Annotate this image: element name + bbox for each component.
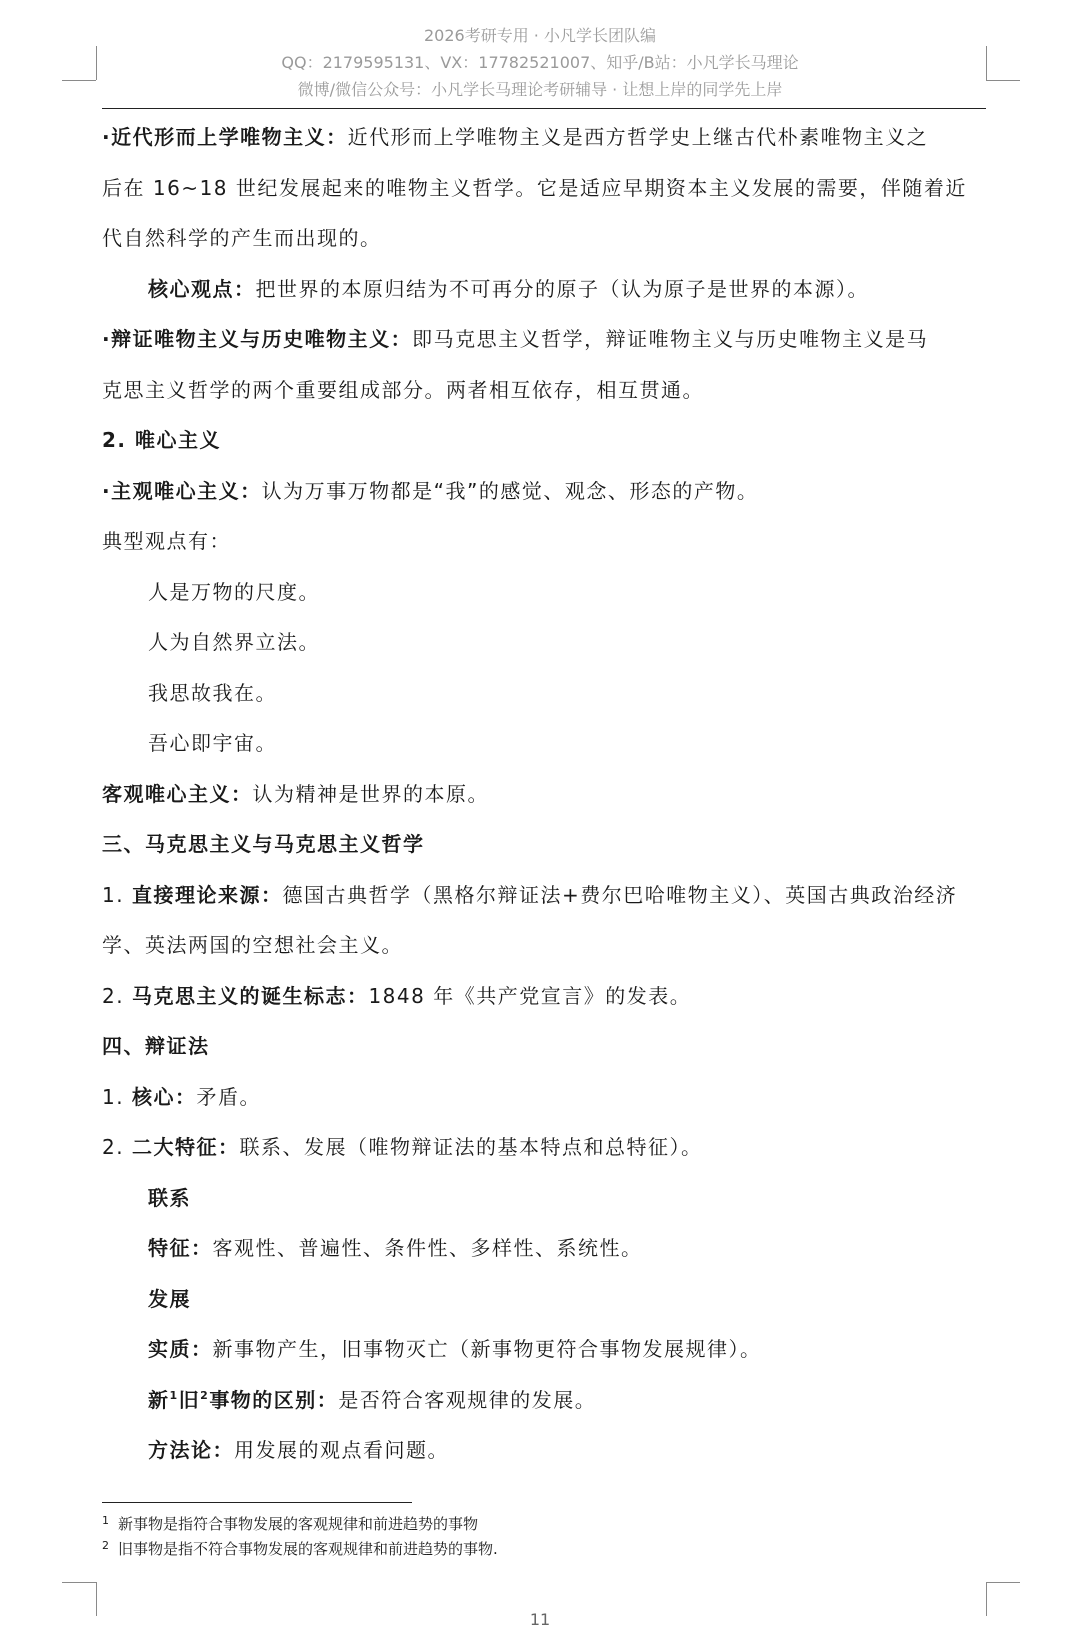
footnote-ref-1[interactable]: 1 [169,1388,179,1402]
paragraph-theory-sources-line1: 1. 直接理论来源：德国古典哲学（黑格尔辩证法+费尔巴哈唯物主义）、英国古典政治经济 [102,882,958,907]
term-modern-materialism: ·近代形而上学唯物主义： [102,125,348,149]
paragraph-core: 1. 核心：矛盾。 [102,1084,261,1109]
footnotes [102,1510,982,1560]
term-core-view: 核心观点： [148,276,256,301]
term-new-old-difference: 新$^1$旧$^2$事物的区别： [148,1387,339,1412]
term-core: 核心： [131,1084,197,1109]
typical-view-item: 我思故我在。 [148,680,277,705]
term-birth-mark: 马克思主义的诞生标志： [131,983,369,1008]
document-body [102,112,986,1476]
term-two-features: 二大特征： [131,1135,240,1159]
footnote-item: 1 新事物是指符合事物发展的客观规律和前进趋势的事物 [102,1514,479,1533]
paragraph-two-features: 2. 二大特征：联系、发展（唯物辩证法的基本特点和总特征）。 [102,1135,703,1159]
term-objective-idealism: 客观唯心主义： [102,781,253,806]
paragraph-subjective-idealism: ·主观唯心主义：认为万事万物都是“我”的感觉、观念、形态的产物。 [102,478,759,503]
paragraph-methodology: 方法论：用发展的观点看问题。 [148,1438,449,1462]
paragraph-theory-sources-line2: 学、英法两国的空想社会主义。 [102,933,403,957]
paragraph-objective-idealism: 客观唯心主义：认为精神是世界的本原。 [102,781,489,806]
term-dialectical-materialism: ·辩证唯物主义与历史唯物主义： [102,327,413,351]
term-features: 特征： [148,1236,213,1260]
page-header [0,22,1080,103]
crop-mark-bottom-right-h [986,1582,1020,1583]
typical-view-item: 人为自然界立法。 [148,630,320,654]
heading-idealism: 2. 唯心主义 [102,428,221,452]
section-heading-marxism: 三、马克思主义与马克思主义哲学 [102,832,425,856]
paragraph-essence: 实质：新事物产生，旧事物灭亡（新事物更符合事物发展规律）。 [148,1337,762,1361]
paragraph-dialectical-materialism-line1: ·辩证唯物主义与历史唯物主义：即马克思主义哲学，辩证唯物主义与历史唯物主义是马 [102,327,929,351]
header-line-3: 微博/微信公众号：小凡学长马理论考研辅导 · 让想上岸的同学先上岸 [297,80,783,99]
term-essence: 实质： [148,1337,213,1361]
term-theory-sources: 直接理论来源： [131,882,283,907]
footnote-item: 2 旧事物是指不符合事物发展的客观规律和前进趋势的事物. [102,1539,498,1558]
paragraph-new-old-difference: 新$^1$旧$^2$事物的区别：是否符合客观规律的发展。 [148,1387,597,1412]
footnote-divider [102,1502,412,1503]
paragraph-modern-materialism-line2: 后在 16~18 世纪发展起来的唯物主义哲学。它是适应早期资本主义发展的需要，伴随着近 [102,175,967,200]
term-methodology: 方法论： [148,1438,234,1462]
paragraph-birth-mark: 2. 马克思主义的诞生标志：1848 年《共产党宣言》的发表。 [102,983,692,1008]
section-heading-dialectics: 四、辩证法 [102,1034,210,1058]
term-subjective-idealism: ·主观唯心主义： [102,478,262,503]
footnote-ref-2[interactable]: 2 [200,1388,210,1402]
page-number: 11 [529,1610,551,1629]
paragraph-core-view: 核心观点：把世界的本原归结为不可再分的原子（认为原子是世界的本源）。 [148,276,869,301]
crop-mark-bottom-left-h [62,1582,96,1583]
header-divider [102,108,986,109]
header-line-2: QQ：2179595131、VX：17782521007、知乎/B站：小凡学长马理论 [281,53,799,72]
paragraph-modern-materialism-line3: 代自然科学的产生而出现的。 [102,226,382,250]
subheading-development: 发展 [148,1286,191,1311]
paragraph-typical-views: 典型观点有： [102,529,231,553]
subheading-connection: 联系 [148,1185,191,1210]
paragraph-dialectical-materialism-line2: 克思主义哲学的两个重要组成部分。两者相互依存，相互贯通。 [102,377,704,402]
paragraph-modern-materialism-line1: ·近代形而上学唯物主义：近代形而上学唯物主义是西方哲学史上继古代朴素唯物主义之 [102,125,929,149]
header-line-1: 2026考研专用 · 小凡学长团队编 [424,26,656,45]
typical-view-item: 人是万物的尺度。 [148,579,320,604]
paragraph-features: 特征：客观性、普遍性、条件性、多样性、系统性。 [148,1236,643,1260]
typical-view-item: 吾心即宇宙。 [148,731,277,755]
